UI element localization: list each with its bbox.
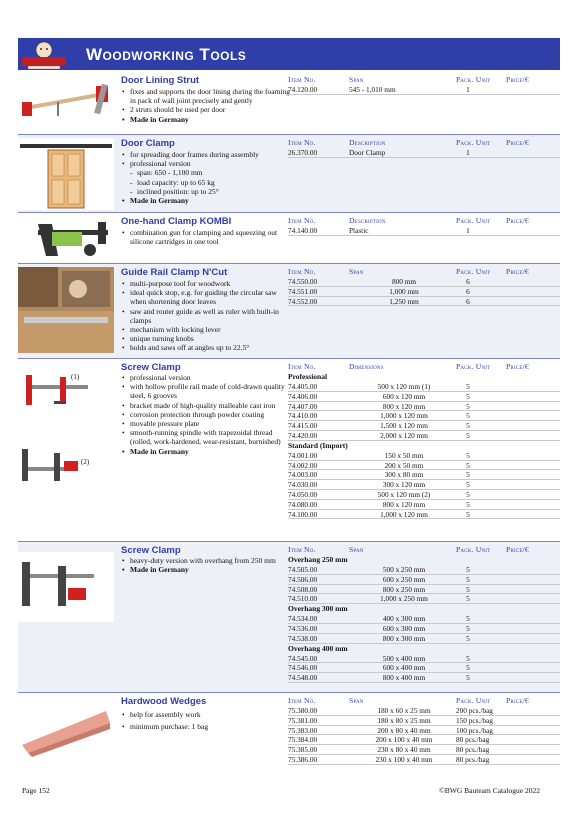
feature-item: • help for assembly work xyxy=(121,710,291,719)
section-door-clamp xyxy=(18,135,560,212)
product-name: Screw Clamp xyxy=(121,362,181,373)
feature-sub-item: - span: 650 - 1,100 mm xyxy=(121,168,291,177)
section-guide-rail-clamp xyxy=(18,264,560,358)
table-cell: 800 x 400 mm xyxy=(382,673,426,683)
table-row xyxy=(288,594,560,604)
table-cell: 80 pcs./bag xyxy=(456,735,490,745)
table-cell: 75.383.00 xyxy=(288,725,318,735)
table-cell: 5 xyxy=(466,382,470,391)
table-cell: 600 x 120 mm xyxy=(382,391,426,401)
table-cell: 300 x 120 mm xyxy=(382,480,426,490)
feature-item: • holds and saws off at angles up to 22.5° xyxy=(121,343,291,352)
table-cell: 180 x 80 x 25 mm xyxy=(377,715,431,725)
table-row xyxy=(288,634,560,644)
feature-item: • professional version xyxy=(121,159,291,168)
table-cell: 74.420.00 xyxy=(288,430,318,440)
table-row xyxy=(288,735,560,745)
product-table xyxy=(288,545,560,683)
feature-list xyxy=(121,150,291,205)
table-cell: 5 xyxy=(466,489,470,499)
table-cell: 74.080.00 xyxy=(288,499,318,509)
table-cell: 5 xyxy=(466,633,470,643)
table-cell: 5 xyxy=(466,565,470,574)
page-number: Page 152 xyxy=(22,786,50,795)
group-heading: Overhang 250 mm xyxy=(288,555,348,564)
table-cell: 200 x 50 mm xyxy=(384,460,424,470)
hardwood-wedges-image xyxy=(18,703,114,759)
feature-item: • Made in Germany xyxy=(121,447,291,456)
table-cell: 74.100.00 xyxy=(288,509,318,519)
table-cell: 74.534.00 xyxy=(288,614,318,624)
table-cell: 74.002.00 xyxy=(288,460,318,470)
table-cell: 600 x 400 mm xyxy=(382,663,426,673)
table-cell: 5 xyxy=(466,623,470,633)
rows-wedges xyxy=(288,706,560,765)
table-cell: 150 x 50 mm xyxy=(384,450,424,460)
table-cell: 74.510.00 xyxy=(288,594,318,604)
table-cell: 150 pcs./bag xyxy=(456,715,493,725)
table-cell: 74.505.00 xyxy=(288,565,318,574)
table-cell: 200 pcs./bag xyxy=(456,706,493,715)
table-cell: 75.386.00 xyxy=(288,754,318,764)
table-row xyxy=(288,575,560,585)
table-row xyxy=(288,726,560,736)
feature-item: • corrosion protection through powder coating xyxy=(121,410,291,419)
feature-item: • professional version xyxy=(121,373,291,382)
table-cell: 1,000 x 250 mm xyxy=(380,594,428,604)
section-hardwood-wedges xyxy=(18,693,560,769)
table-cell: 5 xyxy=(466,411,470,421)
table-cell: 74.407.00 xyxy=(288,401,318,411)
feature-list xyxy=(121,710,291,731)
table-row xyxy=(288,716,560,726)
table-cell: 500 x 120 mm (2) xyxy=(377,489,431,499)
feature-sub-item: - inclined position: up to 25° xyxy=(121,187,291,196)
product-table xyxy=(288,267,560,306)
table-row xyxy=(288,421,560,431)
table-header xyxy=(288,75,560,85)
table-cell: 5 xyxy=(466,574,470,584)
feature-item: • saw and router guide as well as ruler with built-in clamps xyxy=(121,307,291,325)
table-row xyxy=(288,510,560,520)
group-heading: Professional xyxy=(288,372,328,381)
table-row xyxy=(288,451,560,461)
table-row xyxy=(288,565,560,575)
table-cell: 600 x 300 mm xyxy=(382,623,426,633)
table-cell: 800 x 120 mm xyxy=(382,499,426,509)
page-title: Woodworking Tools xyxy=(86,45,247,64)
brand-logo xyxy=(20,40,68,70)
table-row xyxy=(288,382,560,392)
table-header: Item No. Dimensions Pack. Unit Price/€ xyxy=(288,362,529,371)
table-row: 26.370.00 Door Clamp 1 xyxy=(288,148,560,158)
table-cell: 1,000 x 120 mm xyxy=(380,509,428,519)
table-cell: 74.506.00 xyxy=(288,574,318,584)
product-name: Hardwood Wedges xyxy=(121,696,207,707)
table-cell: 5 xyxy=(466,401,470,411)
table-row xyxy=(288,480,560,490)
table-cell: 5 xyxy=(466,470,470,480)
table-cell: 5 xyxy=(466,421,470,431)
feature-list xyxy=(121,87,291,124)
feature-item: • smooth-running spindle with trapezoidal thread (rolled, work-hardened, wear-resistant, burnished) xyxy=(121,428,291,446)
table-cell: 500 x 250 mm xyxy=(382,565,426,574)
table-row: 74.140.00 Plastic 1 xyxy=(288,226,560,236)
table-row xyxy=(288,614,560,624)
table-row xyxy=(288,585,560,595)
table-cell: 74.030.00 xyxy=(288,480,318,490)
product-table xyxy=(288,138,560,158)
table-cell: 600 x 250 mm xyxy=(382,574,426,584)
product-table xyxy=(288,75,560,95)
table-cell: 80 pcs./bag xyxy=(456,754,490,764)
door-lining-strut-image xyxy=(18,76,114,126)
feature-item: • movable pressure plate xyxy=(121,419,291,428)
col-span: Span xyxy=(349,75,364,84)
table-cell: 5 xyxy=(466,653,470,663)
feature-item: • minimum purchase: 1 bag xyxy=(121,722,291,731)
table-cell: 74.538.00 xyxy=(288,633,318,643)
section-door-lining-strut xyxy=(18,72,560,134)
table-cell: 500 x 400 mm xyxy=(382,653,426,663)
table-row xyxy=(288,392,560,402)
product-name: Screw Clamp xyxy=(121,545,181,556)
feature-item: • ideal quick stop, e.g. for guiding the circular saw when shortening door leaves xyxy=(121,288,291,306)
section-screw-clamp-heavy xyxy=(18,542,560,692)
feature-list xyxy=(121,556,291,574)
table-header: Item No. Description Pack. Unit Price/€ xyxy=(288,216,529,225)
table-row xyxy=(288,461,560,471)
table-cell: 230 x 80 x 40 mm xyxy=(377,745,431,755)
table-cell: 74.548.00 xyxy=(288,673,318,683)
table-cell: 200 x 100 x 40 mm xyxy=(375,735,433,745)
table-row xyxy=(288,500,560,510)
rows-overhang-400 xyxy=(288,654,560,683)
product-name: One-hand Clamp KOMBI xyxy=(121,216,232,227)
product-table xyxy=(288,696,560,765)
callout-label-1: (1) xyxy=(71,373,80,381)
table-cell: 5 xyxy=(466,460,470,470)
table-cell: 75.381.00 xyxy=(288,715,318,725)
feature-item: • multi-purpose tool for woodwork xyxy=(121,279,291,288)
table-cell: 74.546.00 xyxy=(288,663,318,673)
rows-standard xyxy=(288,451,560,520)
table-row xyxy=(288,673,560,683)
table-cell: 500 x 120 mm (1) xyxy=(377,382,431,391)
guide-rail-clamp-image xyxy=(18,267,114,353)
table-cell: 5 xyxy=(466,673,470,683)
table-cell: 230 x 100 x 40 mm xyxy=(375,754,433,764)
table-cell: 74.406.00 xyxy=(288,391,318,401)
table-cell: 180 x 60 x 25 mm xyxy=(377,706,431,715)
table-cell: 74.410.00 xyxy=(288,411,318,421)
door-clamp-image xyxy=(18,138,114,210)
feature-item: • for spreading door frames during assembly xyxy=(121,150,291,159)
table-cell: 75.385.00 xyxy=(288,745,318,755)
feature-item: • unique turning knobs xyxy=(121,334,291,343)
table-header: Item No. Description Pack. Unit Price/€ xyxy=(288,138,529,147)
feature-item: • 2 struts should be used per door xyxy=(121,105,291,114)
group-heading: Overhang 400 mm xyxy=(288,643,348,653)
heavy-screw-clamp-image xyxy=(18,552,114,622)
table-cell: 2,000 x 120 mm xyxy=(380,430,428,440)
table-row xyxy=(288,490,560,500)
feature-item: • Made in Germany xyxy=(121,115,291,124)
product-table xyxy=(288,216,560,236)
section-one-hand-clamp xyxy=(18,213,560,263)
table-cell: 5 xyxy=(466,450,470,460)
col-item: Item No. xyxy=(288,75,316,84)
col-price: Price/€ xyxy=(506,75,529,84)
section-screw-clamp-pro xyxy=(18,359,560,541)
table-cell: 74.536.00 xyxy=(288,623,318,633)
product-name: Guide Rail Clamp N'Cut xyxy=(121,267,228,278)
table-row: 74.552.00 1,250 mm 6 xyxy=(288,297,560,307)
table-cell: 1,500 x 120 mm xyxy=(380,421,428,431)
table-cell: 5 xyxy=(466,509,470,519)
feature-list xyxy=(121,279,291,353)
footer-brand: ©BWG Bauteam Catalogue 2022 xyxy=(439,786,540,795)
table-row xyxy=(288,624,560,634)
table-row xyxy=(288,755,560,765)
feature-item: • mechanism with locking lever xyxy=(121,325,291,334)
feature-list xyxy=(121,228,291,246)
table-cell: 74.001.00 xyxy=(288,450,318,460)
table-row xyxy=(288,431,560,441)
product-table xyxy=(288,362,560,519)
table-cell: 100 pcs./bag xyxy=(456,725,493,735)
feature-item: • Made in Germany xyxy=(121,565,291,574)
table-cell: 5 xyxy=(466,499,470,509)
group-heading: Standard (Import) xyxy=(288,440,348,450)
table-row xyxy=(288,411,560,421)
table-cell: 800 x 120 mm xyxy=(382,401,426,411)
rows-overhang-300 xyxy=(288,614,560,643)
table-cell: 1,000 x 120 mm xyxy=(380,411,428,421)
table-cell: 800 x 250 mm xyxy=(382,584,426,594)
table-cell: 75.380.00 xyxy=(288,706,318,715)
table-cell: 75.384.00 xyxy=(288,735,318,745)
rows-professional xyxy=(288,382,560,441)
table-cell: 74.003.00 xyxy=(288,470,318,480)
feature-item: • with hollow profile rail made of cold-drawn quality steel, 6 grooves xyxy=(121,382,291,400)
table-header: Item No. Span Pack. Unit Price/€ xyxy=(288,696,529,705)
table-row xyxy=(288,663,560,673)
table-cell: 74.415.00 xyxy=(288,421,318,431)
table-row xyxy=(288,402,560,412)
table-cell: 800 x 300 mm xyxy=(382,633,426,643)
table-row xyxy=(288,654,560,664)
table-row xyxy=(288,706,560,716)
feature-list xyxy=(121,373,291,456)
table-cell: 80 pcs./bag xyxy=(456,745,490,755)
table-row: 74.550.00 800 mm 6 xyxy=(288,277,560,287)
table-cell: 400 x 300 mm xyxy=(382,614,426,624)
table-cell: 74.545.00 xyxy=(288,653,318,663)
table-row xyxy=(288,470,560,480)
table-cell: 5 xyxy=(466,584,470,594)
table-header: Item No. Span Pack. Unit Price/€ xyxy=(288,267,529,276)
table-cell: 5 xyxy=(466,663,470,673)
callout-label-2: (2) xyxy=(81,458,90,466)
table-cell: 74.508.00 xyxy=(288,584,318,594)
table-cell: 5 xyxy=(466,430,470,440)
product-name: Door Clamp xyxy=(121,138,175,149)
feature-item: • Made in Germany xyxy=(121,196,291,205)
table-cell: 5 xyxy=(466,614,470,624)
table-row: 74.551.00 1,000 mm 6 xyxy=(288,287,560,297)
feature-item: • combination gun for clamping and squeezing out silicone cartridges in one tool xyxy=(121,228,291,246)
table-cell: 74.405.00 xyxy=(288,382,318,391)
table-cell: 200 x 80 x 40 mm xyxy=(377,725,431,735)
table-cell: 74.050.00 xyxy=(288,489,318,499)
table-cell: 5 xyxy=(466,391,470,401)
feature-item: • fixes and supports the door lining during the foaming in pack of wall joint precisely and gently xyxy=(121,87,291,105)
feature-item: • heavy-duty version with overhang from 250 mm xyxy=(121,556,291,565)
table-header: Item No. Span Pack. Unit Price/€ xyxy=(288,545,529,554)
one-hand-clamp-image xyxy=(18,216,114,261)
rows-overhang-250 xyxy=(288,565,560,604)
feature-item: • bracket made of high-quality malleable cast iron xyxy=(121,401,291,410)
product-name: Door Lining Strut xyxy=(121,75,200,86)
table-row: 74.120.00 545 - 1,010 mm 1 xyxy=(288,85,560,95)
col-pack: Pack. Unit xyxy=(456,75,491,84)
feature-sub-item: - load capacity: up to 65 kg xyxy=(121,178,291,187)
table-cell: 5 xyxy=(466,594,470,604)
table-cell: 5 xyxy=(466,480,470,490)
screw-clamp-image xyxy=(18,367,118,497)
table-row xyxy=(288,745,560,755)
group-heading: Overhang 300 mm xyxy=(288,604,348,614)
table-cell: 300 x 80 mm xyxy=(384,470,424,480)
